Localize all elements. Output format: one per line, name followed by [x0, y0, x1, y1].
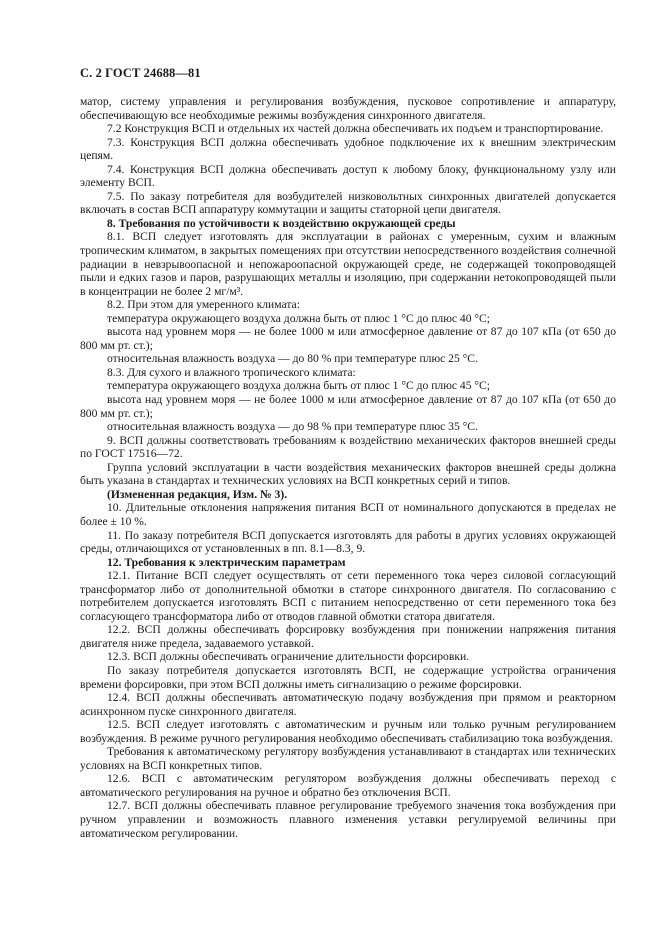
paragraph: 12.1. Питание ВСП следует осуществлять от сети переменного тока через силовой согласующий трансформатор либо от дополнительной обмотки в статоре синхронного двигателя. По согласованию с потребителем допускается изготовлять ВСП с питанием непосредственно от сети переменного тока без согласующего трансформатора либо от отводов главной обмотки статора двигателя.	[80, 569, 616, 623]
paragraph: Группа условий эксплуатации в части воздействия механических факторов внешней среды должна быть указана в стандартах и технических условиях на ВСП конкретных серий и типов.	[80, 460, 616, 488]
paragraph: 7.3. Конструкция ВСП должна обеспечивать удобное подключение их к внешним электрическим цепям.	[80, 135, 616, 163]
paragraph: 12.4. ВСП должны обеспечивать автоматическую подачу возбуждения при прямом и реакторном асинхронном пуске синхронного двигателя.	[80, 691, 616, 718]
paragraph: 10. Длительные отклонения напряжения питания ВСП от номинального допускаются в пределах не более ± 10 %.	[80, 501, 616, 528]
paragraph: температура окружающего воздуха должна быть от плюс 1 °С до плюс 45 °С;	[107, 379, 490, 393]
paragraph: 8.2. При этом для умеренного климата:	[107, 298, 300, 312]
paragraph: высота над уровнем моря — не более 1000 м или атмосферное давление от 87 до 107 кПа (от 650 до 800 мм рт. ст.);	[80, 393, 616, 420]
paragraph: 12.2. ВСП должны обеспечивать форсировку возбуждения при понижении напряжения питания двигателя ниже предела, задаваемого уставкой.	[80, 623, 616, 650]
paragraph: 12.6. ВСП с автоматическим регулятором возбуждения должны обеспечивать переход с автоматического регулирования на ручное и обратно без отключения ВСП.	[80, 772, 616, 799]
paragraph: 12.5. ВСП следует изготовлять с автоматическим и ручным или только ручным регулированием возбуждения. В режиме ручного регулирования необходимо обеспечивать стабилизацию тока возбуждения.	[80, 718, 616, 745]
document-body	[80, 95, 616, 840]
section-heading: 12. Требования к электрическим параметрам	[107, 555, 346, 569]
paragraph: 7.5. По заказу потребителя для возбудителей низковольтных синхронных двигателей допускается включать в состав ВСП аппаратуру коммутации и защиты статорной цепи двигателя.	[80, 189, 616, 217]
paragraph: 12.7. ВСП должны обеспечивать плавное регулирование требуемого значения тока возбуждения при ручном управлении и возможность плавного изменения уставки регулируемой величины при автоматическом регулировании.	[80, 799, 616, 840]
paragraph: 11. По заказу потребителя ВСП допускается изготовлять для работы в других условиях окружающей среды, отличающихся от установленных в пп. 8.1—8.3, 9.	[80, 528, 616, 556]
paragraph: 12.3. ВСП должны обеспечивать ограничение длительности форсировки.	[107, 650, 470, 664]
paragraph: По заказу потребителя допускается изготовлять ВСП, не содержащие устройства ограничения времени форсировки, при этом ВСП должны иметь сигнализацию о режиме форсировки.	[80, 663, 616, 691]
paragraph: 9. ВСП должны соответствовать требованиям к воздействию механических факторов внешней среды по ГОСТ 17516—72.	[80, 433, 616, 461]
paragraph: 8.1. ВСП следует изготовлять для эксплуатации в районах с умеренным, сухим и влажным тропическим климатом, в закрытых помещениях при отсутствии непосредственного воздействия солнечной радиации в невзрывоопасной и непожароопасной окружающей среде, не содержащей токопроводящей пыли и едких газов и паров, разрушающих металлы и изоляцию, при содержании нетокопроводящей пыли в концентрации не более 2 мг/м³.	[80, 230, 616, 298]
paragraph: относительная влажность воздуха — до 80 % при температуре плюс 25 °С.	[107, 352, 478, 366]
section-heading: (Измененная редакция, Изм. № 3).	[107, 487, 288, 501]
paragraph: 7.4. Конструкция ВСП должна обеспечивать доступ к любому блоку, функциональному узлу или элементу ВСП.	[80, 162, 616, 190]
paragraph: высота над уровнем моря — не более 1000 м или атмосферное давление от 87 до 107 кПа (от 650 до 800 мм рт. ст.);	[80, 325, 616, 352]
paragraph: матор, систему управления и регулирования возбуждения, пусковое сопротивление и аппаратуру, обеспечивающую все необходимые режимы возбуждения синхронного двигателя.	[80, 95, 616, 122]
paragraph: относительная влажность воздуха — до 98 % при температуре плюс 35 °С.	[107, 420, 478, 434]
page-header: С. 2 ГОСТ 24688—81	[80, 66, 201, 80]
paragraph: Требования к автоматическому регулятору возбуждения устанавливают в стандартах или технических условиях на ВСП конкретных типов.	[80, 745, 616, 772]
paragraph: 7.2 Конструкция ВСП и отдельных их частей должна обеспечивать их подъем и транспортирование.	[107, 122, 604, 136]
paragraph: 8.3. Для сухого и влажного тропического климата:	[107, 365, 356, 379]
paragraph: температура окружающего воздуха должна быть от плюс 1 °С до плюс 40 °С;	[107, 311, 490, 325]
section-heading: 8. Требования по устойчивости к воздействию окружающей среды	[107, 216, 456, 230]
